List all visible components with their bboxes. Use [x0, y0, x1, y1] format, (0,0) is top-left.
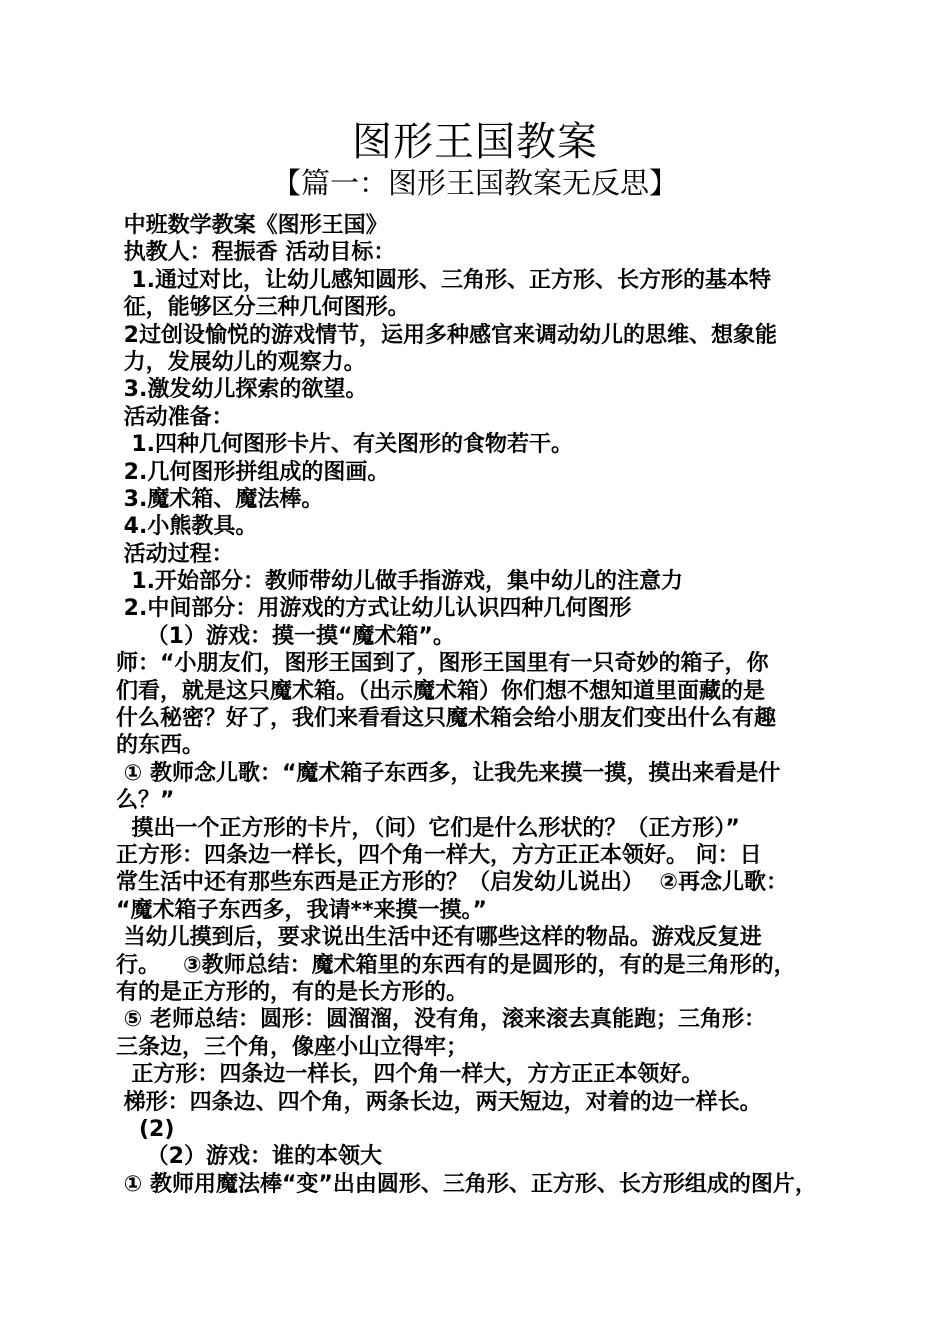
text-line: 1.四种几何图形卡片、有关图形的食物若干。 — [116, 432, 573, 458]
text-line: （2）游戏：谁的本领大 — [116, 1144, 382, 1170]
text-line: 常生活中还有那些东西是正方形的？（启发幼儿说出） ②再念儿歌： — [116, 870, 788, 896]
text-line: (2) — [116, 1116, 175, 1142]
text-line: 4.小熊教具。 — [116, 514, 258, 540]
text-line: 征，能够区分三种几何图形。 — [116, 295, 410, 321]
document-body — [116, 212, 844, 1198]
text-line: 1.通过对比，让幼儿感知圆形、三角形、正方形、长方形的基本特 — [116, 267, 771, 293]
text-line: 的东西。 — [116, 733, 205, 759]
text-line: （1）游戏：摸一摸“魔术箱”。 — [116, 623, 455, 649]
text-line: 三条边，三个角，像座小山立得牢； — [116, 1034, 469, 1060]
document-title: 图形王国教案 — [352, 119, 598, 165]
document-subtitle: 【篇一：图形王国教案无反思】 — [271, 166, 678, 200]
text-line: 活动过程： — [116, 541, 234, 567]
text-line: 梯形：四条边、四个角，两条长边，两天短边，对着的边一样长。 — [116, 1089, 762, 1115]
text-line: ① 教师用魔法棒“变”出由圆形、三角形、正方形、长方形组成的图片， — [116, 1171, 817, 1197]
text-line: 1.开始部分：教师带幼儿做手指游戏，集中幼儿的注意力 — [116, 569, 683, 595]
text-line: ⑤ 老师总结：圆形：圆溜溜，没有角，滚来滚去真能跑；三角形： — [116, 1007, 766, 1033]
text-line: 什么秘密？好了，我们来看看这只魔术箱会给小朋友们变出什么有趣 — [116, 706, 777, 732]
text-line: 正方形：四条边一样长，四个角一样大，方方正正本领好。 问：日 — [116, 842, 762, 868]
text-line: 摸出一个正方形的卡片，（问）它们是什么形状的？（正方形）” — [116, 815, 740, 841]
text-line: 力，发展幼儿的观察力。 — [116, 349, 366, 375]
text-line: 3.魔术箱、魔法棒。 — [116, 486, 324, 512]
text-line: 活动准备： — [116, 404, 234, 430]
text-line: 们看，就是这只魔术箱。（出示魔术箱）你们想不想知道里面藏的是 — [116, 678, 766, 704]
text-line: “魔术箱子东西多，我请**来摸一摸。” — [116, 897, 487, 923]
text-line: 2.中间部分：用游戏的方式让幼儿认识四种几何图形 — [116, 596, 632, 622]
text-line: 当幼儿摸到后，要求说出生活中还有哪些这样的物品。游戏反复进 — [116, 925, 762, 951]
text-line: 有的是正方形的，有的是长方形的。 — [116, 979, 469, 1005]
text-line: 中班数学教案《图形王国》 — [116, 213, 388, 238]
text-line: 3.激发幼儿探索的欲望。 — [116, 377, 368, 403]
text-line: 2.几何图形拼组成的图画。 — [116, 459, 390, 485]
text-line: 师：“小朋友们，图形王国到了，图形王国里有一只奇妙的箱子，你 — [116, 651, 769, 677]
text-line: 执教人：程振香 活动目标： — [116, 240, 396, 266]
text-line: ① 教师念儿歌：“魔术箱子东西多，让我先来摸一摸，摸出来看是什 — [116, 760, 781, 786]
text-line: 行。 ③教师总结：魔术箱里的东西有的是圆形的，有的是三角形的， — [116, 952, 796, 978]
text-line: 么？” — [116, 788, 175, 814]
text-line: 正方形：四条边一样长，四个角一样大，方方正正本领好。 — [116, 1062, 704, 1088]
text-line: 2过创设愉悦的游戏情节，运用多种感官来调动幼儿的思维、想象能 — [116, 322, 777, 348]
